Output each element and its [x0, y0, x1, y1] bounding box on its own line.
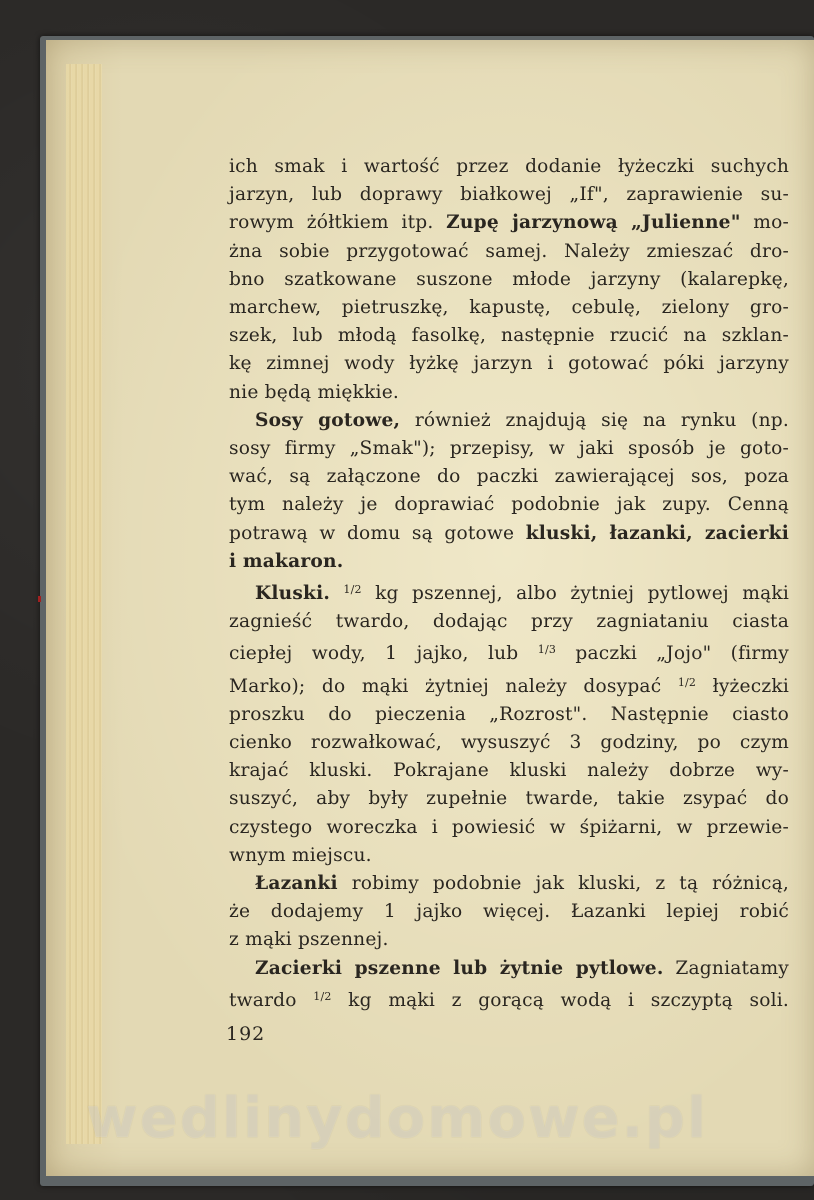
text-line: twardo $^{1/2}$ kg mąki z gorącą wodą i szczyptą soli. — [229, 989, 789, 1011]
text-line: wnym miejscu. — [229, 844, 372, 866]
text-line: ich smak i wartość przez dodanie łyżeczki suchych — [229, 156, 789, 177]
text-line: czystego woreczka i powiesić w śpiżarni, w przewie- — [229, 816, 789, 838]
text-line: rowym żółtkiem itp. Zupę jarzynową „Julienne" mo- — [229, 212, 789, 234]
text-line: proszku do pieczenia „Rozrost". Następnie ciasto — [229, 703, 789, 725]
bold-term: kluski, łazanki, zacierki — [525, 522, 789, 544]
bold-term: Zacierki pszenne lub żytnie pytlowe. — [255, 957, 664, 979]
text-line: szek, lub młodą fasolkę, następnie rzucić na szklan- — [229, 325, 789, 347]
fraction: 1/3 — [537, 643, 557, 657]
text-line: tym należy je doprawiać podobnie jak zupy. Cenną — [229, 494, 789, 516]
page-text — [229, 153, 789, 1015]
page-number: 192 — [226, 1023, 266, 1045]
fraction: 1/2 — [677, 675, 697, 689]
text-line: nie będą miękkie. — [229, 381, 400, 403]
text-line: cienko rozwałkować, wysuszyć 3 godziny, po czym — [229, 732, 789, 754]
bold-term: Sosy gotowe, — [255, 409, 401, 431]
text-line: kę zimnej wody łyżkę jarzyn i gotować póki jarzyny — [229, 353, 789, 375]
text-line: żna sobie przygotować samej. Należy zmieszać dro- — [229, 240, 789, 262]
page-edges — [66, 64, 102, 1144]
text-line: sosy firmy „Smak"); przepisy, w jaki sposób je goto- — [229, 438, 789, 460]
text-line: Sosy gotowe, również znajdują się na rynku (np. — [255, 409, 789, 431]
text-line: marchew, pietruszkę, kapustę, cebulę, zielony gro- — [229, 297, 789, 319]
text-line: wać, są załączone do paczki zawierającej sos, poza — [229, 466, 789, 488]
bold-term: i makaron. — [229, 550, 344, 572]
text-line: Kluski. $^{1/2}$ kg pszennej, albo żytniej pytlowej mąki — [255, 583, 789, 605]
text-line: krajać kluski. Pokrajane kluski należy dobrze wy- — [229, 760, 789, 782]
bold-term: Łazanki — [255, 873, 338, 895]
text-line: suszyć, aby były zupełnie twarde, takie zsypać do — [229, 788, 789, 810]
text-line: potrawą w domu są gotowe kluski, łazanki, zacierki — [229, 522, 789, 544]
text-line: Łazanki robimy podobnie jak kluski, z tą różnicą, — [255, 873, 789, 895]
text-line: jarzyn, lub doprawy białkowej „If", zaprawienie su- — [229, 184, 789, 206]
bold-term: Zupę jarzynową „Julienne" — [446, 212, 741, 234]
text-line: że dodajemy 1 jajko więcej. Łazanki lepiej robić — [229, 901, 789, 923]
fraction: 1/2 — [313, 989, 332, 1003]
red-speck — [38, 596, 41, 602]
text-line: ciepłej wody, 1 jajko, lub $^{1/3}$ paczki „Jojo" (firmy — [229, 643, 789, 665]
text-line: z mąki pszennej. — [229, 929, 389, 951]
text-line: Zacierki pszenne lub żytnie pytlowe. Zagniatamy — [255, 957, 789, 979]
text-line — [229, 548, 789, 576]
bold-term: Kluski. — [255, 583, 331, 605]
text-line: Marko); do mąki żytniej należy dosypać $^{1/2}$ łyżeczki — [229, 675, 789, 697]
text-line: bno szatkowane suszone młode jarzyny (kalarepkę, — [229, 268, 789, 290]
watermark: wedlinydomowe.pl — [86, 1086, 709, 1151]
text-line: zagnieść twardo, dodając przy zagniataniu ciasta — [229, 611, 789, 633]
fraction: 1/2 — [343, 583, 362, 597]
